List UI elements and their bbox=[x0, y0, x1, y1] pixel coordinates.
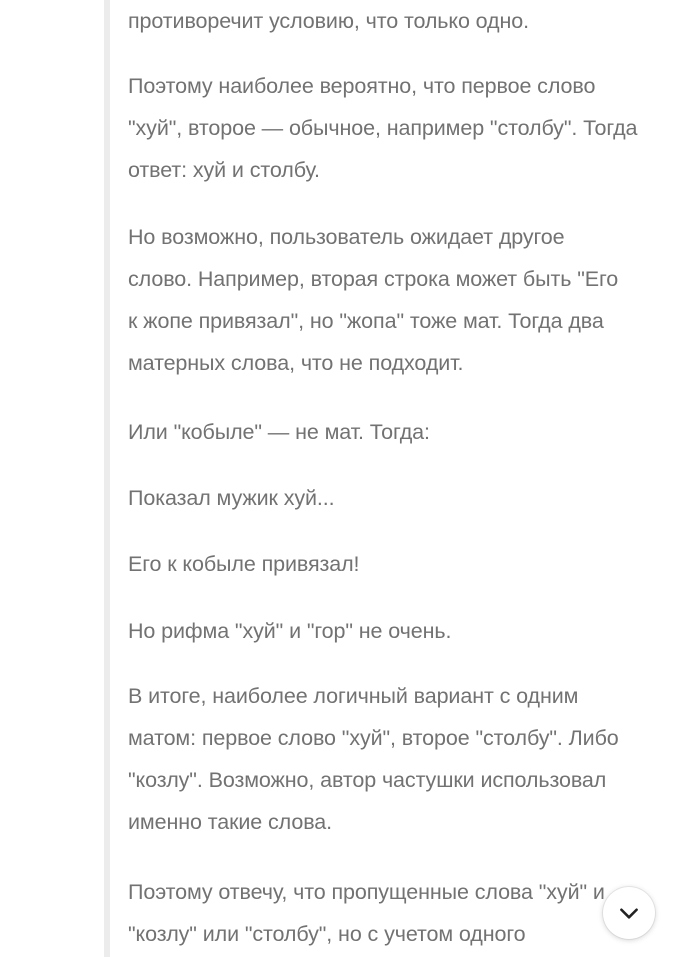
paragraph bbox=[128, 871, 605, 955]
text-line: Или "кобыле" — не мат. Тогда: bbox=[128, 420, 430, 444]
paragraph bbox=[128, 411, 430, 453]
text-line: ответ: хуй и столбу. bbox=[128, 158, 320, 182]
text-line: Поэтому наиболее вероятно, что первое слово bbox=[128, 74, 596, 98]
text-line: Поэтому отвечу, что пропущенные слова "хуй" и bbox=[128, 880, 605, 904]
chevron-down-icon bbox=[616, 900, 642, 926]
text-line: Показал мужик хуй... bbox=[128, 486, 335, 510]
scroll-to-bottom-button[interactable] bbox=[603, 887, 655, 939]
text-line: матерных слова, что не подходит. bbox=[128, 351, 464, 375]
text-line: "хуй", второе — обычное, например "столбу". Тогда bbox=[128, 116, 638, 140]
text-line: Но рифма "хуй" и "гор" не очень. bbox=[128, 619, 452, 643]
text-line: В итоге, наиболее логичный вариант с одним bbox=[128, 684, 579, 708]
paragraph bbox=[128, 0, 529, 42]
text-line: Его к кобыле привязал! bbox=[128, 552, 360, 576]
text-line: слово. Например, вторая строка может быть "Его bbox=[128, 267, 619, 291]
text-line: Но возможно, пользователь ожидает другое bbox=[128, 225, 565, 249]
text-line: "козлу" или "столбу", но с учетом одного bbox=[128, 922, 526, 946]
paragraph bbox=[128, 65, 637, 191]
paragraph bbox=[128, 216, 618, 384]
text-line: противоречит условию, что только одно. bbox=[128, 9, 530, 33]
paragraph bbox=[128, 610, 451, 652]
paragraph bbox=[128, 543, 359, 585]
text-line: именно такие слова. bbox=[128, 810, 333, 834]
text-line: "козлу". Возможно, автор частушки использовал bbox=[128, 768, 607, 792]
text-line: к жопе привязал", но "жопа" тоже мат. Тогда два bbox=[128, 309, 604, 333]
paragraph bbox=[128, 675, 619, 843]
reasoning-quote-bar bbox=[104, 0, 110, 957]
paragraph bbox=[128, 477, 335, 519]
text-line: матом: первое слово "хуй", второе "столбу". Либо bbox=[128, 726, 619, 750]
